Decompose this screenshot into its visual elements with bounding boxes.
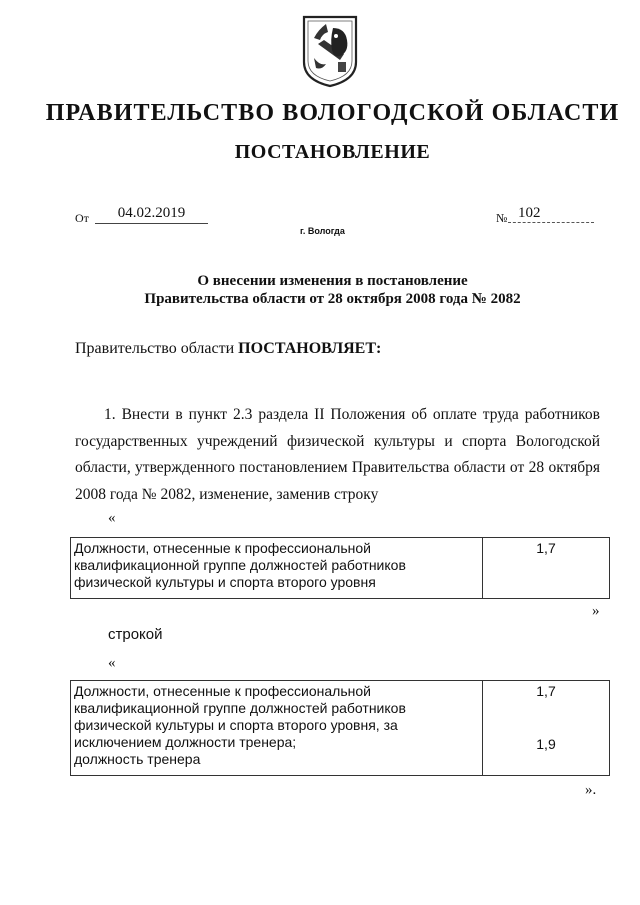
paragraph-1: 1. Внести в пункт 2.3 раздела II Положения об оплате труда работников государственных учреждений физической культуры и спорта Вологодской области, утвержденного постановлением Правительства области от 28 октября 2008 года № 2082, изменение, заменив строку: [75, 406, 600, 503]
date-label: От: [75, 211, 89, 225]
new-row-name-1: Должности, отнесенные к профессиональной квалификационной группе должностей работников физической культуры и спорта второго уровня, за исключением должности тренера;: [74, 683, 406, 750]
new-row-name-cell: [71, 681, 483, 776]
resolution-keyword: ПОСТАНОВЛЯЕТ:: [238, 340, 382, 357]
old-row-value: 1,7: [483, 538, 610, 599]
resolution-statement: [75, 340, 381, 358]
subject-line-1: О внесении изменения в постановление: [197, 273, 468, 289]
new-row-table: [70, 680, 610, 776]
close-quote-1: »: [592, 603, 600, 619]
new-row-name-2: должность тренера: [74, 751, 201, 767]
coat-of-arms-icon: [300, 14, 360, 88]
resolution-prefix: Правительство области: [75, 340, 239, 357]
old-row-table: [70, 537, 610, 599]
new-row-value-cell: [483, 681, 610, 776]
new-row-value-1: 1,7: [536, 683, 556, 699]
document-number: 102: [508, 205, 594, 223]
number-label: №: [496, 211, 508, 225]
subject-line-2: Правительства области от 28 октября 2008 года № 2082: [144, 291, 521, 307]
table-row: [71, 538, 610, 599]
document-date: 04.02.2019: [95, 205, 208, 224]
open-quote-1: «: [108, 510, 116, 526]
table-row: [71, 681, 610, 776]
old-row-name: Должности, отнесенные к профессиональной квалификационной группе должностей работников физической культуры и спорта второго уровня: [71, 538, 483, 599]
open-quote-2: «: [108, 655, 116, 671]
document-subject: [0, 272, 640, 308]
document-type-title: ПОСТАНОВЛЕНИЕ: [234, 141, 431, 163]
city-label: г. Вологда: [300, 226, 345, 236]
close-quote-2: ».: [585, 782, 597, 798]
new-row-value-2: 1,9: [536, 736, 556, 752]
replacement-word: строкой: [108, 626, 163, 643]
government-title: ПРАВИТЕЛЬСТВО ВОЛОГОДСКОЙ ОБЛАСТИ: [45, 100, 620, 126]
